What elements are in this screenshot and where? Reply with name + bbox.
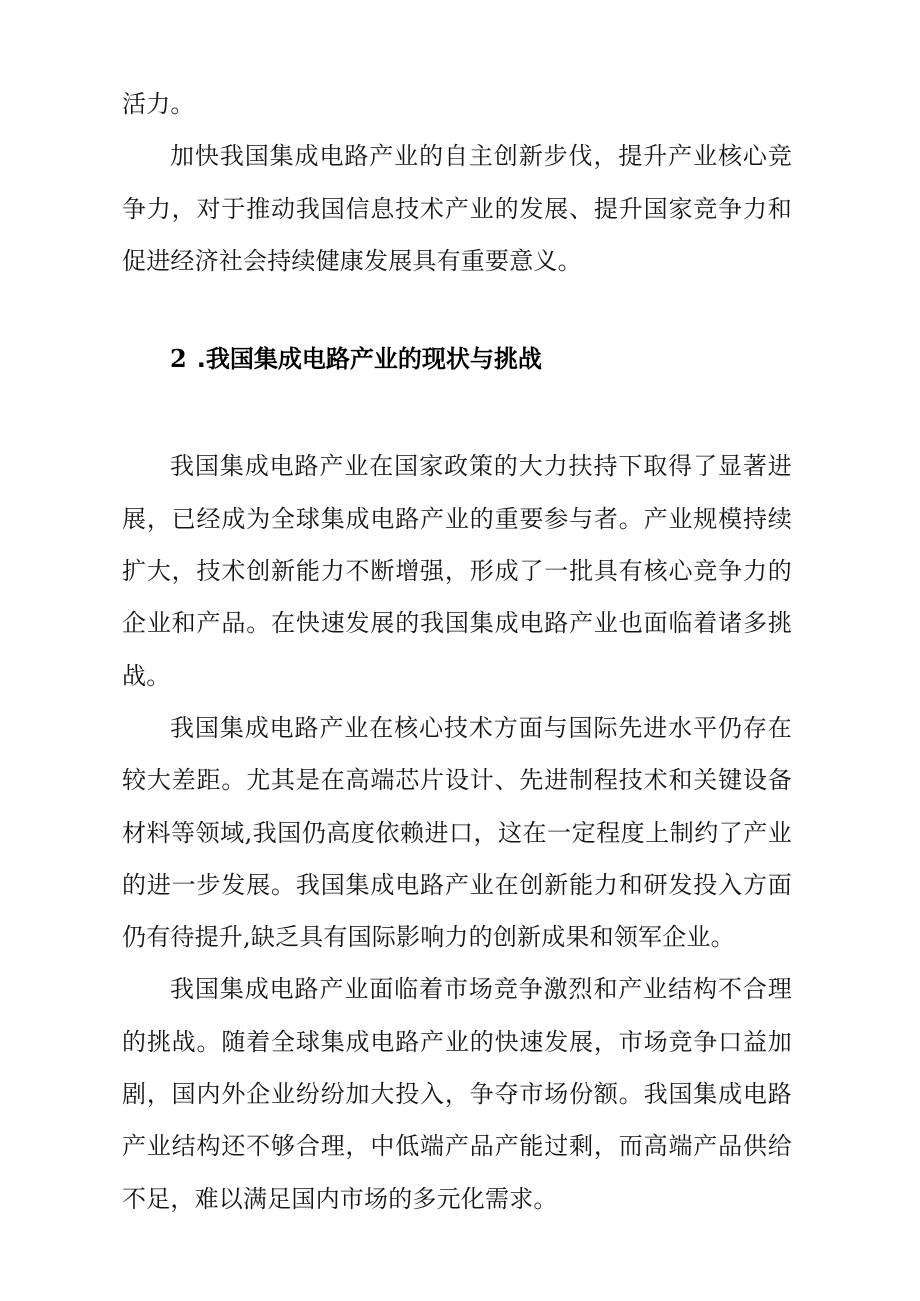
section-heading-number: 2: [170, 344, 187, 374]
paragraph-innovation-pace: 加快我国集成电路产业的自主创新步伐，提升产业核心竞争力，对于推动我国信息技术产业的发展、提升国家竞争力和促进经济社会持续健康发展具有重要意义。: [122, 142, 792, 275]
heading-bottom-spacer: [122, 385, 792, 440]
document-text-column: [122, 78, 792, 1225]
section-heading-2: [122, 333, 792, 385]
heading-top-spacer: [122, 287, 792, 333]
paragraph-opening-tail: 活力。: [122, 90, 195, 118]
section-heading-title: .我国集成电路产业的现状与挑战: [196, 345, 542, 374]
paragraph-industry-status: 我国集成电路产业在国家政策的大力扶持下取得了显著进展，已经成为全球集成电路产业的重要参与者。产业规模持续扩大，技术创新能力不断增强，形成了一批具有核心竞争力的企业和产品。在快速发展的我国集成电路产业也面临着诸多挑战。: [122, 452, 792, 690]
paragraph-market-and-structure: 我国集成电路产业面临着市场竞争激烈和产业结构不合理的挑战。随着全球集成电路产业的快速发展，市场竞争口益加剧，国内外企业纷纷加大投入，争夺市场份额。我国集成电路产业结构还不够合理，中低端产品产能过剩，而高端产品供给不足，难以满足国内市场的多元化需求。: [122, 975, 792, 1213]
paragraph-core-technology-gap: 我国集成电路产业在核心技术方面与国际先进水平仍存在较大差距。尤其是在高端芯片设计、先进制程技术和关键设备材料等领域,我国仍高度依赖进口，这在一定程度上制约了产业的进一步发展。我国集成电路产业在创新能力和研发投入方面仍有待提升,缺乏具有国际影响力的创新成果和领军企业。: [122, 713, 792, 952]
